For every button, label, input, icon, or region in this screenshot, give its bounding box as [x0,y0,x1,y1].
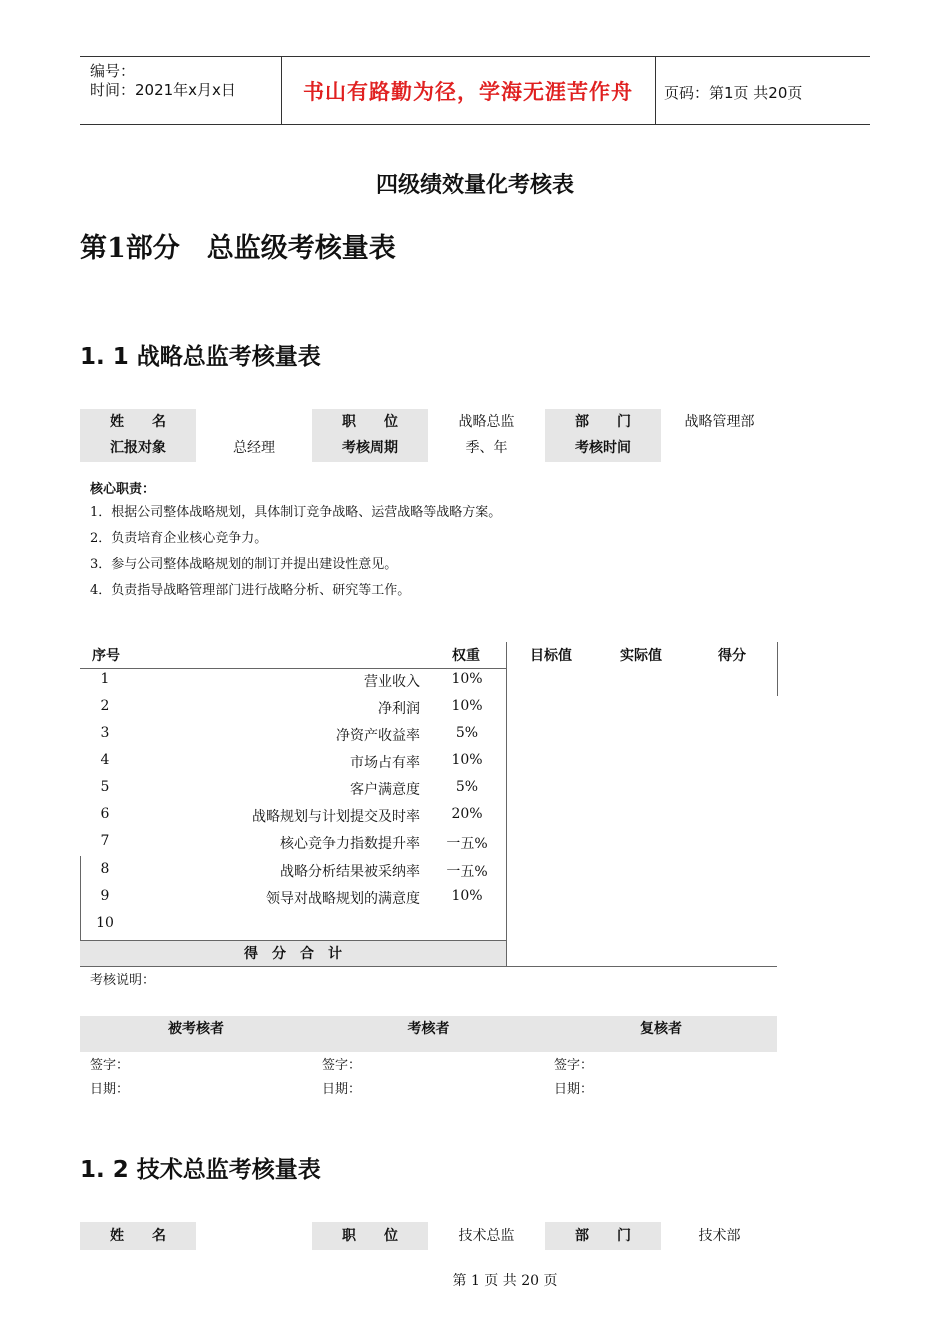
header-divider-right [655,56,656,125]
table-bottom-rule [80,966,777,967]
page-footer: 第 1 页 共 20 页 [452,1273,558,1289]
table-header-rule [80,668,506,669]
responsibility-item: 1．根据公司整体战略规划，具体制订竞争战略、运营战略等战略方案。 [90,505,502,520]
row-weight: 一五% [446,864,488,880]
dept-value: 技术部 [698,1228,741,1244]
report-value: 总经理 [233,440,275,456]
assessment-note: 考核说明： [90,973,156,988]
row-no: 8 [100,861,110,877]
header-divider-left [281,56,282,125]
row-item: 战略分析结果被采纳率 [280,864,420,880]
row-item: 领导对战略规划的满意度 [266,891,420,907]
row-weight: 10% [451,888,483,904]
col-header-target: 目标值 [530,648,572,664]
col-header-weight: 权重 [452,648,480,664]
number-label: 编号： [90,62,136,80]
row-item: 客户满意度 [350,782,420,798]
signature-field-label: 签字： [554,1058,594,1073]
header-top-rule [80,56,870,57]
row-weight: 10% [451,671,483,687]
row-item: 净利润 [378,701,420,717]
row-weight: 5% [455,725,479,741]
date-field-label: 日期： [554,1082,594,1097]
row-item: 市场占有率 [350,755,420,771]
row-item: 净资产收益率 [336,728,420,744]
dept-value: 战略管理部 [684,414,755,430]
row-item: 营业收入 [364,674,420,690]
col-header-actual: 实际值 [620,648,662,664]
name-label: 姓 名 [110,1228,166,1244]
responsibility-item: 3．参与公司整体战略规划的制订并提出建设性意见。 [90,557,398,572]
row-item: 核心竞争力指数提升率 [280,836,420,852]
time-label-cell: 考核时间 [575,440,631,456]
responsibility-item: 2．负责培育企业核心竞争力。 [90,531,268,546]
signoff-assessor-label: 考核者 [407,1021,450,1037]
report-label: 汇报对象 [110,440,166,456]
date-field-label: 日期： [90,1082,130,1097]
cycle-value: 季、年 [465,440,508,456]
row-no: 5 [100,779,110,795]
motto: 书山有路勤为径，学海无涯苦作舟 [303,80,633,104]
signoff-reviewer-label: 复核者 [640,1021,682,1037]
row-no: 4 [100,752,110,768]
row-weight: 10% [451,752,483,768]
dept-label: 部 门 [575,1228,631,1244]
row-no: 2 [100,698,110,714]
date-field-label: 日期： [322,1082,362,1097]
row-weight: 一五% [446,836,488,852]
col-header-no: 序号 [92,648,120,664]
page-info: 页码：第1页 共20页 [664,84,803,102]
responsibility-item: 4．负责指导战略管理部门进行战略分析、研究等工作。 [90,583,411,598]
document-title: 四级绩效量化考核表 [375,173,574,198]
row-no: 10 [96,915,114,931]
row-weight: 20% [451,806,483,822]
signature-field-label: 签字： [90,1058,130,1073]
row-no: 6 [100,806,110,822]
section-2-title: 1. 2 技术总监考核量表 [80,1157,321,1183]
row-no: 3 [100,725,110,741]
table-divider-vertical [506,642,507,967]
table-right-edge [777,642,778,696]
header-bottom-rule [80,124,870,125]
row-item: 战略规划与计划提交及时率 [252,809,420,825]
name-label: 姓 名 [110,414,166,430]
section-1-title: 1. 1 战略总监考核量表 [80,344,321,370]
part-title: 第1部分 总监级考核量表 [80,233,396,264]
position-value: 战略总监 [458,414,515,430]
time-label: 时间：2021年x月x日 [90,81,236,99]
position-label: 职 位 [342,1228,398,1244]
position-label: 职 位 [342,414,398,430]
row-no: 7 [100,833,110,849]
responsibilities-title: 核心职责： [90,482,156,497]
position-value: 技术总监 [458,1228,515,1244]
row-weight: 5% [455,779,479,795]
signature-field-label: 签字： [322,1058,362,1073]
cycle-label: 考核周期 [342,440,398,456]
col-header-score: 得分 [718,648,746,664]
dept-label: 部 门 [575,414,631,430]
row-no: 1 [100,671,110,687]
row-weight: 10% [451,698,483,714]
row-no: 9 [100,888,110,904]
signoff-assessee-label: 被考核者 [168,1021,224,1037]
total-label: 得 分 合 计 [244,946,342,962]
